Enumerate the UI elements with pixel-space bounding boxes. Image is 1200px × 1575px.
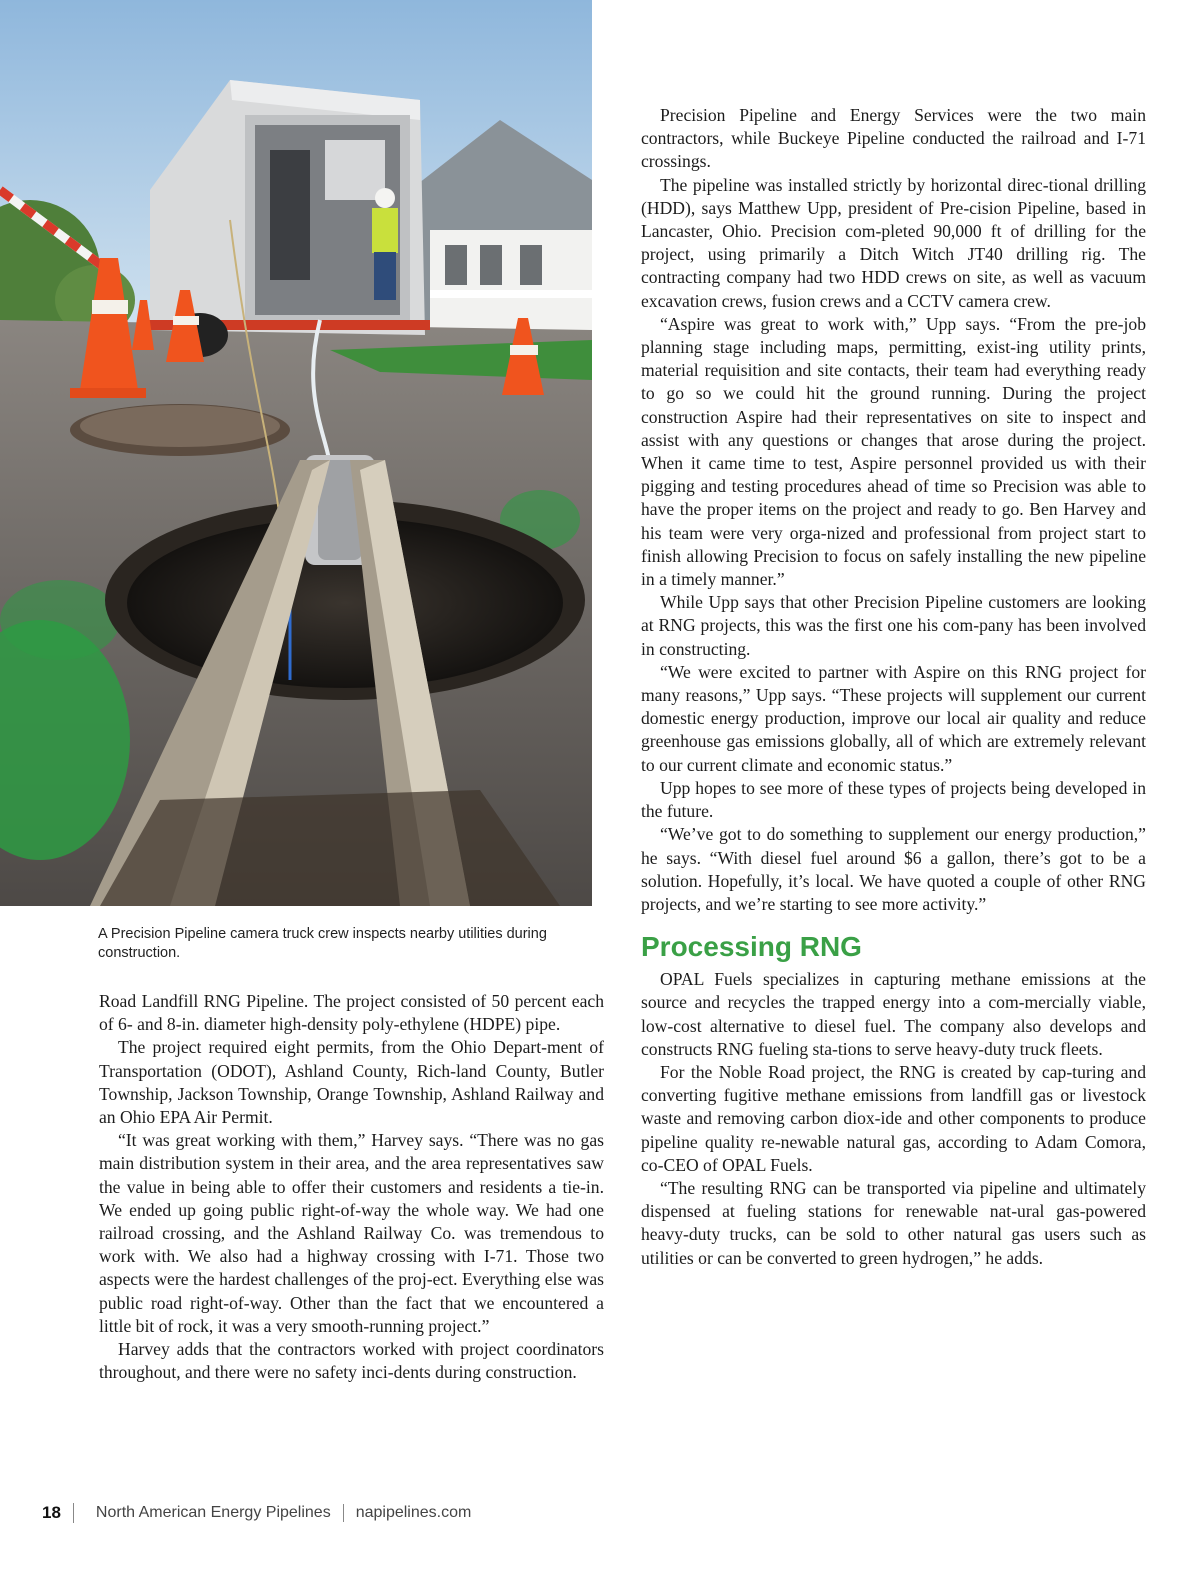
photo-caption: A Precision Pipeline camera truck crew inspects nearby utilities during construction. [98, 926, 547, 961]
section-heading: Processing RNG [641, 931, 862, 963]
website-link[interactable]: napipelines.com [355, 1504, 472, 1521]
article-photo [0, 0, 592, 906]
body-paragraph: “The resulting RNG can be transported via pipeline and ultimately dispensed at fueling stations for renewable nat-ural gas-powered heavy-duty trucks, can be sold to other natural gas users such as utilities or can be converted to green hydrogen,” he adds. [641, 1177, 1146, 1268]
body-paragraph: Upp hopes to see more of these types of projects being developed in the future. [641, 777, 1146, 822]
right-column [641, 104, 1146, 1270]
body-paragraph: The pipeline was installed strictly by horizontal direc-tional drilling (HDD), says Matthew Upp, president of Pre-cision Pipeline, based in Lancaster, Ohio. Precision com-pleted 90,000 ft of drilling for the project, using primarily a Ditch Witch JT40 drilling rig. The contracting company had two HDD crews on site, as well as vacuum excavation crews, fusion crews and a CCTV camera crew. [641, 174, 1146, 311]
page-number: 18 [42, 1503, 61, 1522]
body-paragraph: “We were excited to partner with Aspire on this RNG project for many reasons,” Upp says. “These projects will supplement our current domestic energy production, improve our local air quality and reduce greenhouse gas emissions globally, all of which are extremely relevant to our current climate and economic status.” [641, 661, 1146, 775]
body-paragraph: “Aspire was great to work with,” Upp says. “From the pre-job planning stage including maps, permitting, exist-ing utility prints, material requisition and site contacts, their team had everything ready to go so we could hit the ground running. During the project construction Aspire had their representatives on site to inspect and assist with any questions or changes that arose during the project. When it came time to test, Aspire personnel provided us with their pigging and testing procedures ahead of time so Precision was able to have the proper items on the project and ready to go. Ben Harvey and his team were very orga-nized and professional from project start to finish allowing Precision to focus on safely installing the new pipeline in a timely manner.” [641, 313, 1146, 590]
footer-divider [73, 1503, 74, 1523]
body-paragraph: Road Landfill RNG Pipeline. The project consisted of 50 percent each of 6- and 8-in. diameter high-density poly-ethylene (HDPE) pipe. [99, 991, 604, 1035]
body-paragraph: “It was great working with them,” Harvey says. “There was no gas main distribution system in their area, and the area representatives saw the value in being able to offer their customers and residents a tie-in. We ended up going public right-of-way the whole way. We had one railroad crossing, and the Ashland Railway Co. was tremendous to work with. We also had a highway crossing with I-71. Those two aspects were the hardest challenges of the proj-ect. Everything else was public road right-of-way. Other than the fact that we encountered a little bit of rock, it was a very smooth-running project.” [99, 1130, 604, 1336]
page-footer [42, 1501, 471, 1525]
body-paragraph: “We’ve got to do something to supplement our energy production,” he says. “With diesel fuel around $6 a gallon, there’s got to be a solution. Hopefully, it’s local. We have quoted a couple of other RNG projects, and we’re starting to see more activity.” [641, 824, 1146, 914]
body-paragraph: While Upp says that other Precision Pipeline customers are looking at RNG projects, this was the first one his com-pany has been involved in constructing. [641, 592, 1146, 659]
footer-divider [343, 1504, 344, 1522]
left-column [99, 990, 604, 1384]
body-paragraph: Harvey adds that the contractors worked with project coordinators throughout, and there were no safety inci-dents during construction. [99, 1339, 604, 1383]
publication-name: North American Energy Pipelines [95, 1504, 331, 1521]
body-paragraph: Precision Pipeline and Energy Services were the two main contractors, while Buckeye Pipeline conducted the railroad and I-71 crossings. [641, 105, 1146, 172]
body-paragraph: OPAL Fuels specializes in capturing methane emissions at the source and recycles the trapped energy into a com-mercially viable, low-cost alternative to diesel fuel. The company also develops and constructs RNG fueling sta-tions to serve heavy-duty truck fleets. [641, 969, 1146, 1059]
photo-illustration [0, 0, 592, 906]
body-paragraph: The project required eight permits, from the Ohio Depart-ment of Transportation (ODOT), Ashland County, Rich-land County, Butler Township, Jackson Township, Orange Township, Ashland Railway and an Ohio EPA Air Permit. [99, 1037, 604, 1128]
body-paragraph: For the Noble Road project, the RNG is created by cap-turing and converting fugitive methane emissions from landfill gas or livestock waste and removing carbon diox-ide and other components to produce pipeline quality re-newable natural gas, according to Adam Comora, co-CEO of OPAL Fuels. [641, 1061, 1146, 1175]
